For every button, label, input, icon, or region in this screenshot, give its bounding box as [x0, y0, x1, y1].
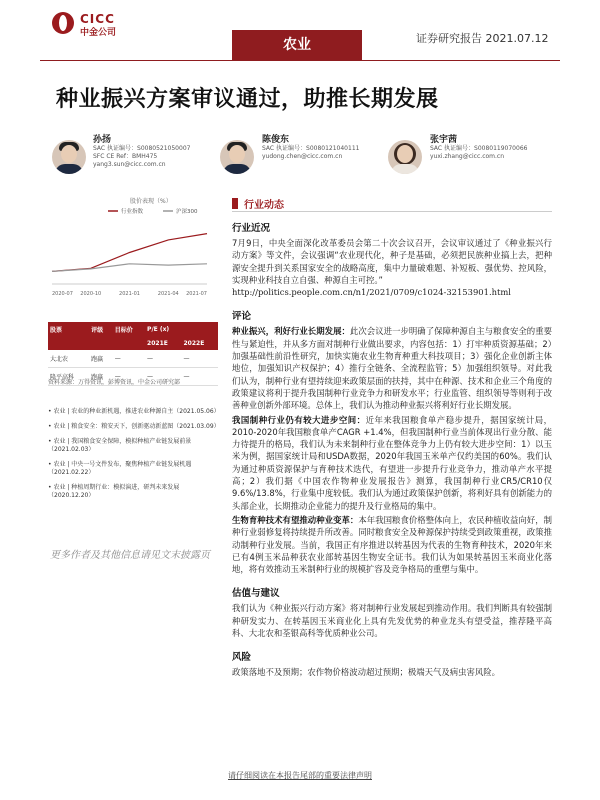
paragraph-comment-2 — [232, 414, 552, 512]
analyst-1-info — [93, 132, 190, 169]
subheading-risk: 风险 — [232, 652, 252, 664]
table-cell: — — [145, 350, 181, 368]
x-tick-label: 2021-04 — [157, 291, 179, 297]
main-content — [232, 220, 552, 679]
analyst-name: 张宇茜 — [430, 135, 458, 145]
report-type-date: 证券研究报告 2021.07.12 — [416, 32, 549, 45]
table-cell: — — [182, 368, 219, 386]
analyst-3-avatar — [388, 140, 422, 174]
analyst-name: 陈俊东 — [262, 135, 290, 145]
x-tick-label: 2020-10 — [80, 291, 102, 297]
table-header: P/E (x) — [145, 322, 218, 337]
analyst-email[interactable]: yudong.chen@cicc.com.cn — [262, 153, 343, 160]
analyst-2-info — [262, 132, 359, 161]
section-header — [232, 196, 552, 212]
table-cell: — — [182, 350, 219, 368]
legend-label: 行业指数 — [121, 209, 144, 215]
cicc-logo-icon — [52, 12, 74, 34]
rating-table — [48, 322, 218, 386]
subheading-comment: 评论 — [232, 311, 252, 323]
analyst-1-avatar — [52, 140, 86, 174]
analyst-3-info — [430, 132, 527, 161]
subheading-valuation: 估值与建议 — [232, 588, 280, 600]
paragraph-comment-1 — [232, 325, 552, 411]
table-source-note: 资料来源：万得资讯，彭博资讯，中金公司研究部 — [48, 379, 181, 386]
footer-disclaimer[interactable]: 请仔细阅读在本报告尾部的重要法律声明 — [228, 771, 372, 780]
more-authors-note: 更多作者及其他信息请见文末披露页 — [50, 550, 210, 561]
analyst-email[interactable]: yuxi.zhang@cicc.com.cn — [430, 153, 505, 160]
legend-label: 沪深300 — [176, 209, 198, 215]
related-report-link[interactable]: • 农业 | 我国粮食安全保障，模拟种植产业链发展前景（2021.02.03） — [48, 438, 192, 453]
related-report-link[interactable]: • 农业 | 农业的种业新机遇，推进农业种源自主（2021.05.06） — [48, 408, 220, 415]
section-marker-icon — [232, 198, 238, 209]
table-cell: 跑赢 — [89, 350, 113, 368]
analyst-line: SAC 执证编号：S0080521050007 — [93, 145, 191, 152]
table-header: 股票 — [48, 322, 89, 337]
analyst-email[interactable]: yang3.sun@cicc.com.cn — [93, 161, 166, 168]
table-subheader: 2021E — [145, 337, 181, 350]
x-tick-label: 2020-07 — [52, 291, 73, 297]
chart-title: 股价表现（%） — [130, 198, 172, 205]
table-cell: 跑赢 — [89, 368, 113, 386]
related-report-link[interactable]: • 农业 | 种植周期行业：模拟演进，研判未来发展（2020.12.20） — [48, 484, 180, 499]
analyst-line: SAC 执证编号：S0080121040111 — [262, 145, 360, 152]
paragraph-comment-3 — [232, 514, 552, 575]
table-header: 目标价 — [113, 322, 145, 337]
sector-tab: 农业 — [232, 30, 362, 60]
paragraph-lead: 我国制种行业仍有较大进步空间： — [232, 414, 366, 425]
x-tick-label: 2021-01 — [119, 291, 140, 297]
analyst-name: 孙扬 — [93, 135, 112, 145]
table-cell: — — [113, 350, 145, 368]
table-header: 评级 — [89, 322, 113, 337]
series-line — [52, 234, 207, 272]
analyst-line: SFC CE Ref：BMH475 — [93, 153, 158, 160]
page-title: 种业振兴方案审议通过，助推长期发展 — [56, 87, 439, 112]
analyst-2-avatar — [220, 140, 254, 174]
header-divider — [40, 60, 560, 61]
table-subheader: 2022E — [182, 337, 219, 350]
paragraph-body: 近年来我国粮食单产稳步提升，据国家统计局，2010-2020年我国粮食单产CAGR +1.4%，但我国制种行业当前体现出行业分散、能力待提升的格局，我们认为未来制种行业在整体竞争力上仍有较大进步空间：1）以玉米为例，据国家统计局和USDA数据，2020年我国玉米单产仅约美国的60%。我们认为通过种质资源保护与育种技术迭代，有望进一步提升行业竞争力，推动单产水平提高；2）我们据《中国农作物种业发展报告》测算，我国制种行业CR5/CR10仅9.6%/13.8%，行业集中度较低。我们认为通过政策保护创新，将利好具有创新能力的头部企业，长期推动企业能力的提升及行业格局的集中。 — [232, 414, 553, 511]
related-report-link[interactable]: • 农业 | 中央一号文件发布，聚焦种植产业链发展机遇（2021.02.22） — [48, 461, 192, 476]
related-report-link[interactable]: • 农业 | 粮食安全：粮安天下，创新驱动新蓝图（2021.03.09） — [48, 423, 220, 430]
table-row — [48, 350, 218, 368]
paragraph-risk: 政策落地不及预期；农作物价格波动超过预期；极端天气及病虫害风险。 — [232, 667, 500, 678]
paragraph-valuation: 我们认为《种业振兴行动方案》将对制种行业发展起到推动作用。我们判断具有较强制种研发实力、在转基因玉米商业化上具有先发优势的种业龙头有望受益，推荐隆平高科、大北农和荃银高科等优质种业公司。 — [232, 603, 552, 639]
paragraph-body: 此次会议进一步明确了保障种源自主与粮食安全的重要性与紧迫性，并从多方面对制种行业做出要求，内容包括：1）打牢种质资源基础；2）加强基础性前沿性研究，加快实施农业生物育种重大科技项目；3）强化企业创新主体地位，加强知识产权保护；4）推行全链条、全流程监管；5）加强组织领导。对此我们认为，制种行业有望持续迎来政策层面的扶持，其中在种源、技术和企业三个角度的政策建议将利于提升我国制种行业竞争力和研发水平；行业监管、组织领导等则利于改善种业创新外部环境。总体上，我们认为推动种业振兴将利好行业长期发展。 — [232, 326, 553, 411]
paragraph-recent: 7月9日，中央全面深化改革委员会第二十次会议召开，会议审议通过了《种业振兴行动方案》等文件，会议强调“农业现代化，种子是基础，必须把民族种业搞上去，把种源安全提升到关系国家安全的战略高度，集中力量破难题、补短板、强优势、控风险，实现种业科技自立自强、种源自主可控。” — [232, 238, 552, 285]
paragraph-lead: 种业振兴，利好行业长期发展： — [232, 326, 350, 337]
logo-text-cn: 中金公司 — [80, 28, 117, 38]
logo-text-en: CICC — [80, 12, 115, 26]
table-cell: 大北农 — [48, 350, 89, 368]
analyst-line: SAC 执证编号：S0080119070066 — [430, 145, 528, 152]
table-cell: — — [113, 368, 145, 386]
section-title: 行业动态 — [244, 200, 284, 211]
series-line — [52, 264, 207, 272]
subheading-recent: 行业近况 — [232, 223, 271, 234]
paragraph-lead: 生物育种技术有望推动种业变革： — [232, 514, 359, 525]
source-url[interactable]: http://politics.people.com.cn/n1/2021/0709/c1024-32153901.html — [232, 287, 511, 298]
table-cell: — — [145, 368, 181, 386]
table-cell: 隆平高科 — [48, 368, 89, 386]
x-tick-label: 2021-07 — [186, 291, 207, 297]
paragraph-body: 本年我国粮食价格整体向上，农民种植收益向好，制种行业弱修复将持续提升所改善。同时粮食安全及种源保护持续受到政策重视，政策推动制种行业发展。当前，我国正有序推进以转基因为代表的生物育种技术，2020年来已有4例玉米品种获农业部转基因生物安全证书。我们认为如果转基因玉米商业化落地，将有效推动玉米制种行业的规模扩容及竞争格局的重塑与集中。 — [232, 514, 553, 575]
stock-performance-chart — [48, 205, 213, 300]
related-reports — [48, 408, 218, 507]
